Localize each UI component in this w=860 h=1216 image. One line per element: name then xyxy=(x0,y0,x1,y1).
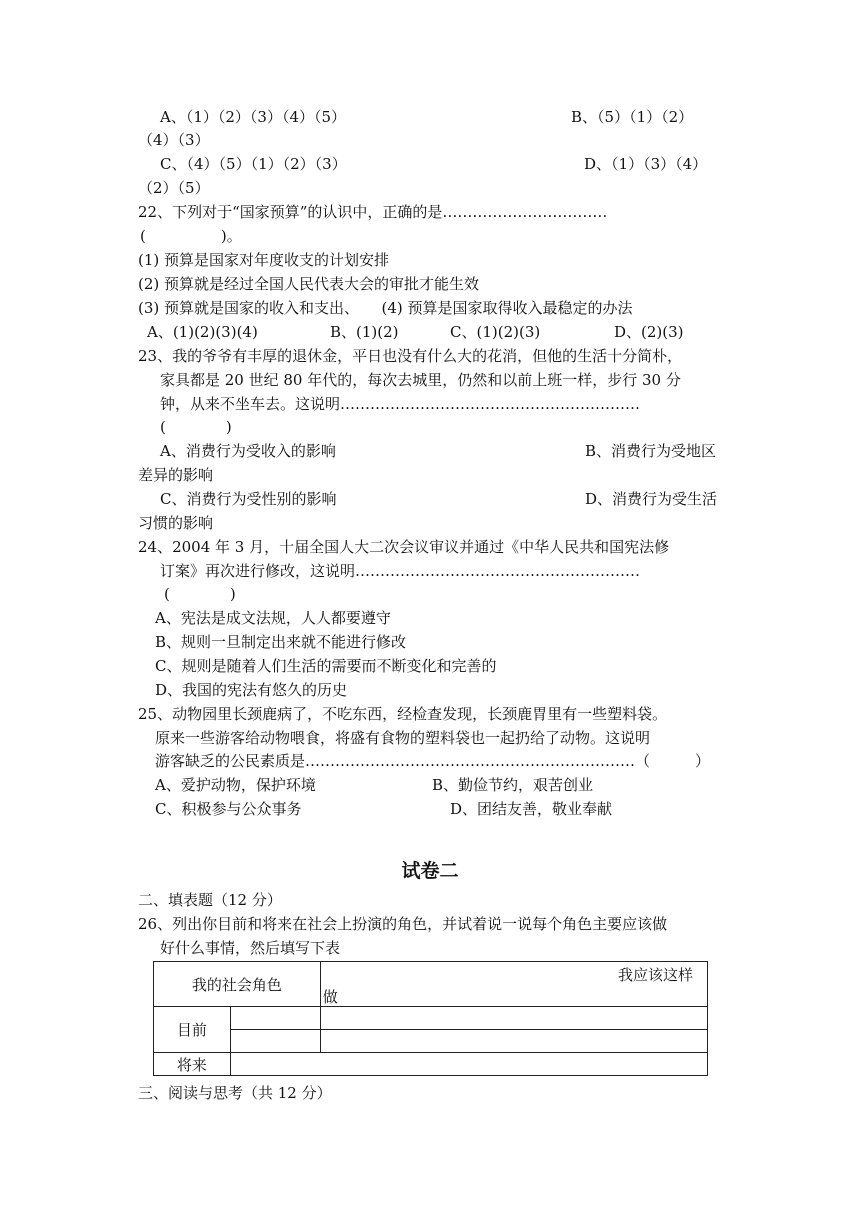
q23-answer-paren: ( ) xyxy=(160,418,232,436)
table-row-future-label: 将来 xyxy=(154,1053,231,1076)
q24-stem-line-1: 24、2004 年 3 月，十届全国人大二次会议审议并通过《中华人民共和国宪法修 xyxy=(138,538,670,556)
table-cell-now-role-1[interactable] xyxy=(230,1007,320,1030)
q22-statement-2: (2) 预算就是经过全国人民代表大会的审批才能生效 xyxy=(138,275,480,293)
q23-option-a: A、消费行为受收入的影响 xyxy=(160,442,336,460)
q22-option-c: C、(1)(2)(3) xyxy=(450,323,541,341)
table-row-now-label: 目前 xyxy=(154,1007,231,1053)
q24-option-d: D、我国的宪法有悠久的历史 xyxy=(155,681,348,699)
q22-option-a: A、(1)(2)(3)(4) xyxy=(147,323,258,341)
q22-statement-3-4: (3) 预算就是国家的收入和支出、 (4) 预算是国家取得收入最稳定的办法 xyxy=(138,299,633,317)
q25-stem-line-3: 游客缺乏的公民素质是…………………………………………………………（ ） xyxy=(155,752,711,770)
table-header-should xyxy=(320,962,707,1007)
q26-stem-line-2: 好什么事情，然后填写下表 xyxy=(160,939,341,957)
q25-stem-line-2: 原来一些游客给动物喂食，将盛有食物的塑料袋也一起扔给了动物。这说明 xyxy=(155,729,651,747)
table-cell-now-should-2[interactable] xyxy=(320,1030,707,1053)
table-cell-now-role-2[interactable] xyxy=(230,1030,320,1053)
q23-option-b: B、消费行为受地区 xyxy=(585,442,717,460)
table-header-role: 我的社会角色 xyxy=(154,962,321,1007)
q23-option-d-wrap: 习惯的影响 xyxy=(138,514,214,532)
q22-statement-1: (1) 预算是国家对年度收支的计划安排 xyxy=(138,251,390,269)
q24-option-a: A、宪法是成文法规，人人都要遵守 xyxy=(155,609,391,627)
q25-option-b: B、勤俭节约，艰苦创业 xyxy=(432,776,594,794)
q22-option-b: B、(1)(2) xyxy=(330,323,399,341)
section-title: 试卷二 xyxy=(401,860,459,882)
q26-stem-line-1: 26、列出你目前和将来在社会上扮演的角色，并试着说一说每个角色主要应该做 xyxy=(138,915,668,933)
q21-option-a: A、（1）（2）（3）（4）（5） xyxy=(160,108,347,126)
q22-option-d: D、(2)(3) xyxy=(614,323,684,341)
q23-option-d: D、消费行为受生活 xyxy=(585,490,718,508)
q22-stem: 22、下列对于“国家预算”的认识中，正确的是…………………………… xyxy=(138,203,608,221)
part-two-heading: 二、填表题（12 分） xyxy=(138,891,282,909)
table-cell-now-should-1[interactable] xyxy=(320,1007,707,1030)
table-header-should-part-1: 我应该这样 xyxy=(617,966,693,984)
q21-option-d-wrap: （2）（5） xyxy=(138,179,210,197)
q25-option-c: C、积极参与公众事务 xyxy=(155,800,302,818)
q24-answer-paren: ( ) xyxy=(164,585,236,603)
q21-option-b-wrap: （4）（3） xyxy=(138,131,210,149)
table-header-should-part-2: 做 xyxy=(322,988,338,1006)
q25-stem-line-1: 25、动物园里长颈鹿病了，不吃东西，经检查发现，长颈鹿胃里有一些塑料袋。 xyxy=(138,705,668,723)
q24-option-c: C、规则是随着人们生活的需要而不断变化和完善的 xyxy=(155,657,497,675)
q23-option-b-wrap: 差异的影响 xyxy=(138,466,214,484)
part-three-heading: 三、阅读与思考（共 12 分） xyxy=(138,1084,332,1102)
q22-answer-paren: ( )。 xyxy=(140,227,242,245)
role-table xyxy=(153,961,708,1076)
q23-stem-line-3: 钟，从来不坐车去。这说明…………………………………………………… xyxy=(160,395,641,413)
q23-option-c: C、消费行为受性别的影响 xyxy=(160,490,337,508)
q24-stem-line-2: 订案》再次进行修改，这说明………………………………………………… xyxy=(160,562,641,580)
q21-option-d: D、（1）（3）（4） xyxy=(584,155,708,173)
q23-stem-line-2: 家具都是 20 世纪 80 年代的，每次去城里，仍然和以前上班一样，步行 30 分 xyxy=(160,371,681,389)
q23-stem-line-1: 23、我的爷爷有丰厚的退休金，平日也没有什么大的花消，但他的生活十分简朴， xyxy=(138,347,683,365)
q21-option-c: C、（4）（5）（1）（2）（3） xyxy=(160,155,347,173)
q25-option-d: D、团结友善，敬业奉献 xyxy=(450,800,613,818)
q24-option-b: B、规则一旦制定出来就不能进行修改 xyxy=(155,633,407,651)
q21-option-b: B、（5）（1）（2） xyxy=(571,108,694,126)
table-cell-future[interactable] xyxy=(230,1053,707,1076)
q25-option-a: A、爱护动物，保护环境 xyxy=(155,776,316,794)
